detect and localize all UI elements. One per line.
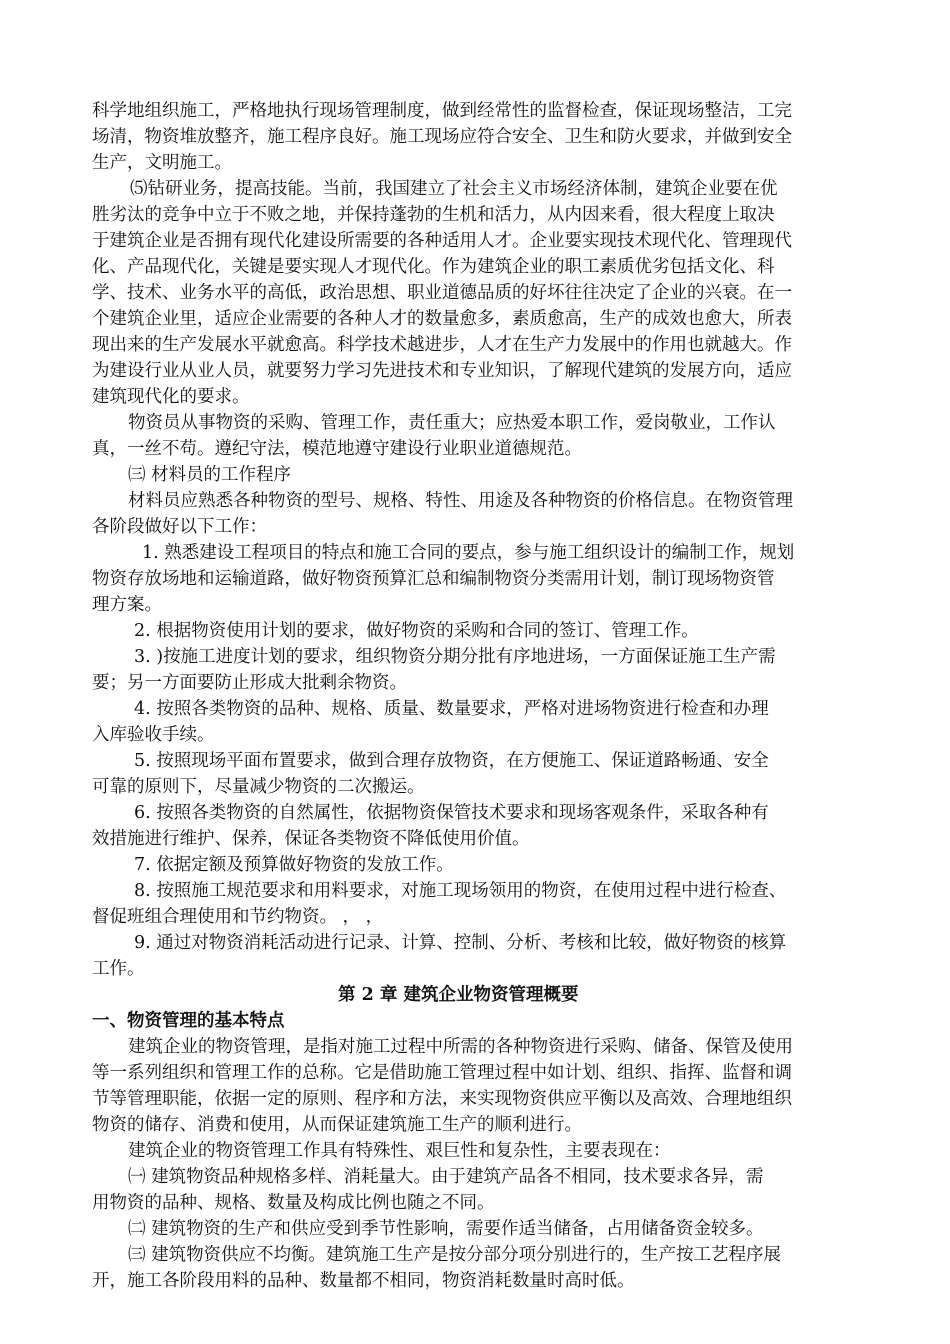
body-line: 现出来的生产发展水平就愈高。科学技术越进步，人才在生产力发展中的作用也就越大。作 — [92, 335, 792, 355]
list-item: 5. 按照现场平面布置要求，做到合理存放物资，在方便施工、保证道路畅通、安全 — [134, 751, 769, 771]
body-line: 于建筑企业是否拥有现代化建设所需要的各种适用人才。企业要实现技术现代化、管理现代 — [92, 231, 792, 251]
list-item: ㈡ 建筑物资的生产和供应受到季节性影响，需要作适当储备，占用储备资金较多。 — [128, 1219, 764, 1239]
body-line: 等一系列组织和管理工作的总称。它是借助施工管理过程中如计划、组织、指挥、监督和调 — [92, 1063, 792, 1083]
body-line: 效措施进行维护、保养，保证各类物资不降低使用价值。 — [92, 829, 530, 849]
list-item: 6. 按照各类物资的自然属性，依据物资保管技术要求和现场客观条件，采取各种有 — [134, 803, 769, 823]
body-line: 学、技术、业务水平的高低，政治思想、职业道德品质的好坏往往决定了企业的兴衰。在一 — [92, 283, 792, 303]
body-line: 要；另一方面要防止形成大批剩余物资。 — [92, 673, 407, 693]
body-line: 开，施工各阶段用料的品种、数量都不相同，物资消耗数量时高时低。 — [92, 1271, 635, 1291]
body-line: 物资员从事物资的采购、管理工作，责任重大；应热爱本职工作，爱岗敬业，工作认 — [128, 413, 776, 433]
list-item: 8. 按照施工规范要求和用料要求，对施工现场领用的物资，在使用过程中进行检查、 — [134, 881, 787, 901]
body-line: 个建筑企业里，适应企业需要的各种人才的数量愈多，素质愈高，生产的成效也愈大，所表 — [92, 309, 792, 329]
list-item: 4. 按照各类物资的品种、规格、质量、数量要求，严格对进场物资进行检查和办理 — [134, 699, 769, 719]
body-line: 入库验收手续。 — [92, 725, 215, 745]
body-line: 化、产品现代化，关键是要实现人才现代化。作为建筑企业的职工素质优劣包括文化、科 — [92, 257, 775, 277]
body-line: 可靠的原则下，尽量减少物资的二次搬运。 — [92, 777, 425, 797]
list-item: 3. )按施工进度计划的要求，组织物资分期分批有序地进场，一方面保证施工生产需 — [134, 647, 776, 667]
section-heading: 一、物资管理的基本特点 — [92, 1011, 285, 1031]
body-line: 为建设行业从业人员，就要努力学习先进技术和专业知识，了解现代建筑的发展方向，适应 — [92, 361, 792, 381]
chapter-title: 第 2 章 建筑企业物资管理概要 — [338, 985, 579, 1005]
body-line: 生产，文明施工。 — [92, 153, 232, 173]
body-line: 用物资的品种、规格、数量及构成比例也随之不同。 — [92, 1193, 495, 1213]
list-item: ㈠ 建筑物资品种规格多样、消耗量大。由于建筑产品各不相同，技术要求各异，需 — [128, 1167, 764, 1187]
body-line: 建筑现代化的要求。 — [92, 387, 250, 407]
list-item: 9. 通过对物资消耗活动进行记录、计算、控制、分析、考核和比较，做好物资的核算 — [134, 933, 787, 953]
body-line: 工作。 — [92, 959, 145, 979]
body-line: 建筑企业的物资管理，是指对施工过程中所需的各种物资进行采购、储备、保管及使用 — [128, 1037, 793, 1057]
body-line: 各阶段做好以下工作： — [92, 517, 267, 537]
body-line: 建筑企业的物资管理工作具有特殊性、艰巨性和复杂性，主要表现在： — [128, 1141, 671, 1161]
list-item: 1. 熟悉建设工程项目的特点和施工合同的要点，参与施工组织设计的编制工作，规划 — [142, 543, 795, 563]
body-line: 场清，物资堆放整齐，施工程序良好。施工现场应符合安全、卫生和防火要求，并做到安全 — [92, 127, 792, 147]
body-line: 物资的储存、消费和使用，从而保证建筑施工生产的顺利进行。 — [92, 1115, 582, 1135]
body-line: 科学地组织施工，严格地执行现场管理制度，做到经常性的监督检查，保证现场整洁，工完 — [92, 101, 792, 121]
subsection-heading: ㈢ 材料员的工作程序 — [128, 465, 292, 485]
body-line: 理方案。 — [92, 595, 162, 615]
body-line: 物资存放场地和运输道路，做好物资预算汇总和编制物资分类需用计划，制订现场物资管 — [92, 569, 775, 589]
body-line: 节等管理职能，依据一定的原则、程序和方法，来实现物资供应平衡以及高效、合理地组织 — [92, 1089, 792, 1109]
body-line: 督促班组合理使用和节约物资。 ， ， — [92, 907, 384, 927]
list-item: 2. 根据物资使用计划的要求，做好物资的采购和合同的签订、管理工作。 — [134, 621, 699, 641]
list-item: ㈢ 建筑物资供应不均衡。建筑施工生产是按分部分项分别进行的，生产按工艺程序展 — [128, 1245, 782, 1265]
body-line: ⑸钻研业务，提高技能。当前，我国建立了社会主义市场经济体制，建筑企业要在优 — [130, 179, 778, 199]
body-line: 真，一丝不苟。遵纪守法，模范地遵守建设行业职业道德规范。 — [92, 439, 582, 459]
list-item: 7. 依据定额及预算做好物资的发放工作。 — [134, 855, 454, 875]
body-line: 材料员应熟悉各种物资的型号、规格、特性、用途及各种物资的价格信息。在物资管理 — [128, 491, 793, 511]
body-line: 胜劣汰的竞争中立于不败之地，并保持蓬勃的生机和活力，从内因来看，很大程度上取决 — [92, 205, 775, 225]
